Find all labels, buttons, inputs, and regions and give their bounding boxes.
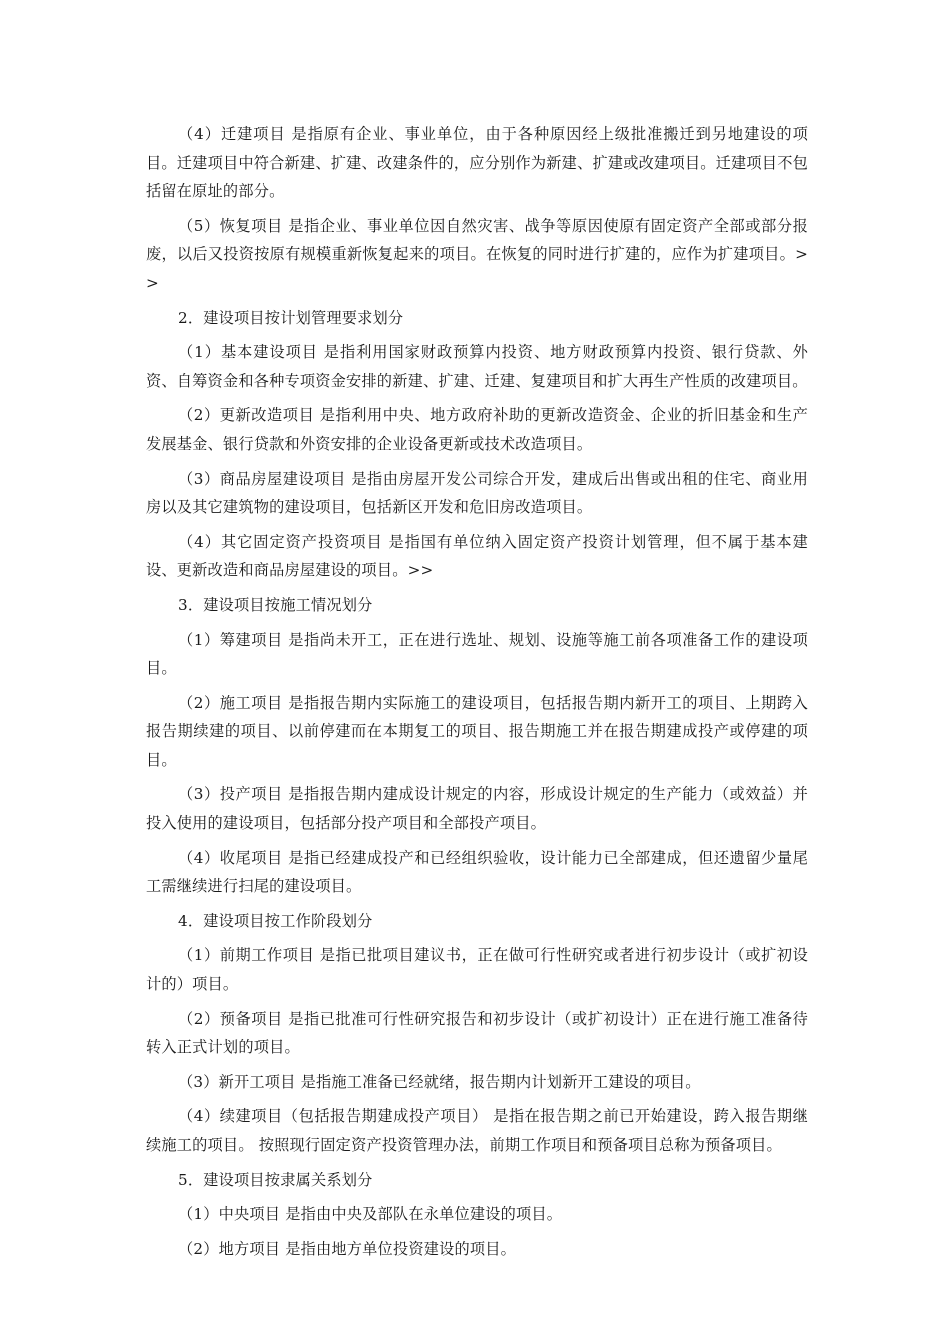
paragraph-preparatory-project: （1）筹建项目 是指尚未开工，正在进行选址、规划、设施等施工前各项准备工作的建设项目。 bbox=[146, 630, 808, 678]
paragraph-finishing-project: （4）收尾项目 是指已经建成投产和已经组织验收，设计能力已全部建成，但还遗留少量尾工需继续进行扫尾的建设项目。 bbox=[146, 848, 808, 896]
paragraph-commercial-housing: （3）商品房屋建设项目 是指由房屋开发公司综合开发，建成后出售或出租的住宅、商业用房以及其它建筑物的建设项目，包括新区开发和危旧房改造项目。 bbox=[146, 469, 808, 517]
paragraph-new-start-project: （3）新开工项目 是指施工准备已经就绪，报告期内计划新开工建设的项目。 bbox=[178, 1072, 701, 1091]
paragraph-renovation-project: （2）更新改造项目 是指利用中央、地方政府补助的更新改造资金、企业的折旧基金和生产发展基金、银行贷款和外资安排的企业设备更新或技术改造项目。 bbox=[146, 406, 808, 453]
paragraph-local-project: （2）地方项目 是指由地方单位投资建设的项目。 bbox=[178, 1239, 517, 1258]
paragraph-construction-project: （2）施工项目 是指报告期内实际施工的建设项目，包括报告期内新开工的项目、上期跨入报告期续建的项目、以前停建而在本期复工的项目、报告期施工并在报告期建成投产或停建的项目。 bbox=[146, 693, 808, 769]
document-page bbox=[146, 120, 808, 1269]
paragraph-other-fixed-assets: （4）其它固定资产投资项目 是指国有单位纳入固定资产投资计划管理，但不属于基本建设、更新改造和商品房屋建设的项目。>> bbox=[146, 532, 808, 580]
paragraph-relocation-project: （4）迁建项目 是指原有企业、事业单位，由于各种原因经上级批准搬迁到另地建设的项目。迁建项目中符合新建、扩建、改建条件的，应分别作为新建、扩建或改建项目。迁建项目不包括留在原址的部分。 bbox=[146, 125, 808, 201]
paragraph-restoration-project: （5）恢复项目 是指企业、事业单位因自然灾害、战争等原因使原有固定资产全部或部分报废，以后又投资按原有规模重新恢复起来的项目。在恢复的同时进行扩建的，应作为扩建项目。>> bbox=[146, 216, 808, 292]
paragraph-early-stage-project: （1）前期工作项目 是指已批项目建议书，正在做可行性研究或者进行初步设计（或扩初设计的）项目。 bbox=[146, 946, 808, 994]
paragraph-production-project: （3）投产项目 是指报告期内建成设计规定的内容，形成设计规定的生产能力（或效益）并投入使用的建设项目，包括部分投产项目和全部投产项目。 bbox=[146, 785, 808, 833]
section-heading-work-stage: 4．建设项目按工作阶段划分 bbox=[178, 911, 373, 930]
section-heading-plan-management: 2．建设项目按计划管理要求划分 bbox=[178, 308, 404, 327]
paragraph-continuing-project: （4）续建项目（包括报告期建成投产项目） 是指在报告期之前已开始建设，跨入报告期继续施工的项目。 按照现行固定资产投资管理办法，前期工作项目和预备项目总称为预备项目。 bbox=[146, 1107, 808, 1154]
paragraph-reserve-project: （2）预备项目 是指已批准可行性研究报告和初步设计（或扩初设计）正在进行施工准备待转入正式计划的项目。 bbox=[146, 1009, 808, 1057]
section-heading-affiliation: 5．建设项目按隶属关系划分 bbox=[178, 1170, 373, 1189]
paragraph-central-project: （1）中央项目 是指由中央及部队在永单位建设的项目。 bbox=[178, 1205, 563, 1224]
section-heading-construction-status: 3．建设项目按施工情况划分 bbox=[178, 595, 373, 614]
paragraph-basic-construction: （1）基本建设项目 是指利用国家财政预算内投资、地方财政预算内投资、银行贷款、外资、自筹资金和各种专项资金安排的新建、扩建、迁建、复建项目和扩大再生产性质的改建项目。 bbox=[146, 343, 808, 390]
